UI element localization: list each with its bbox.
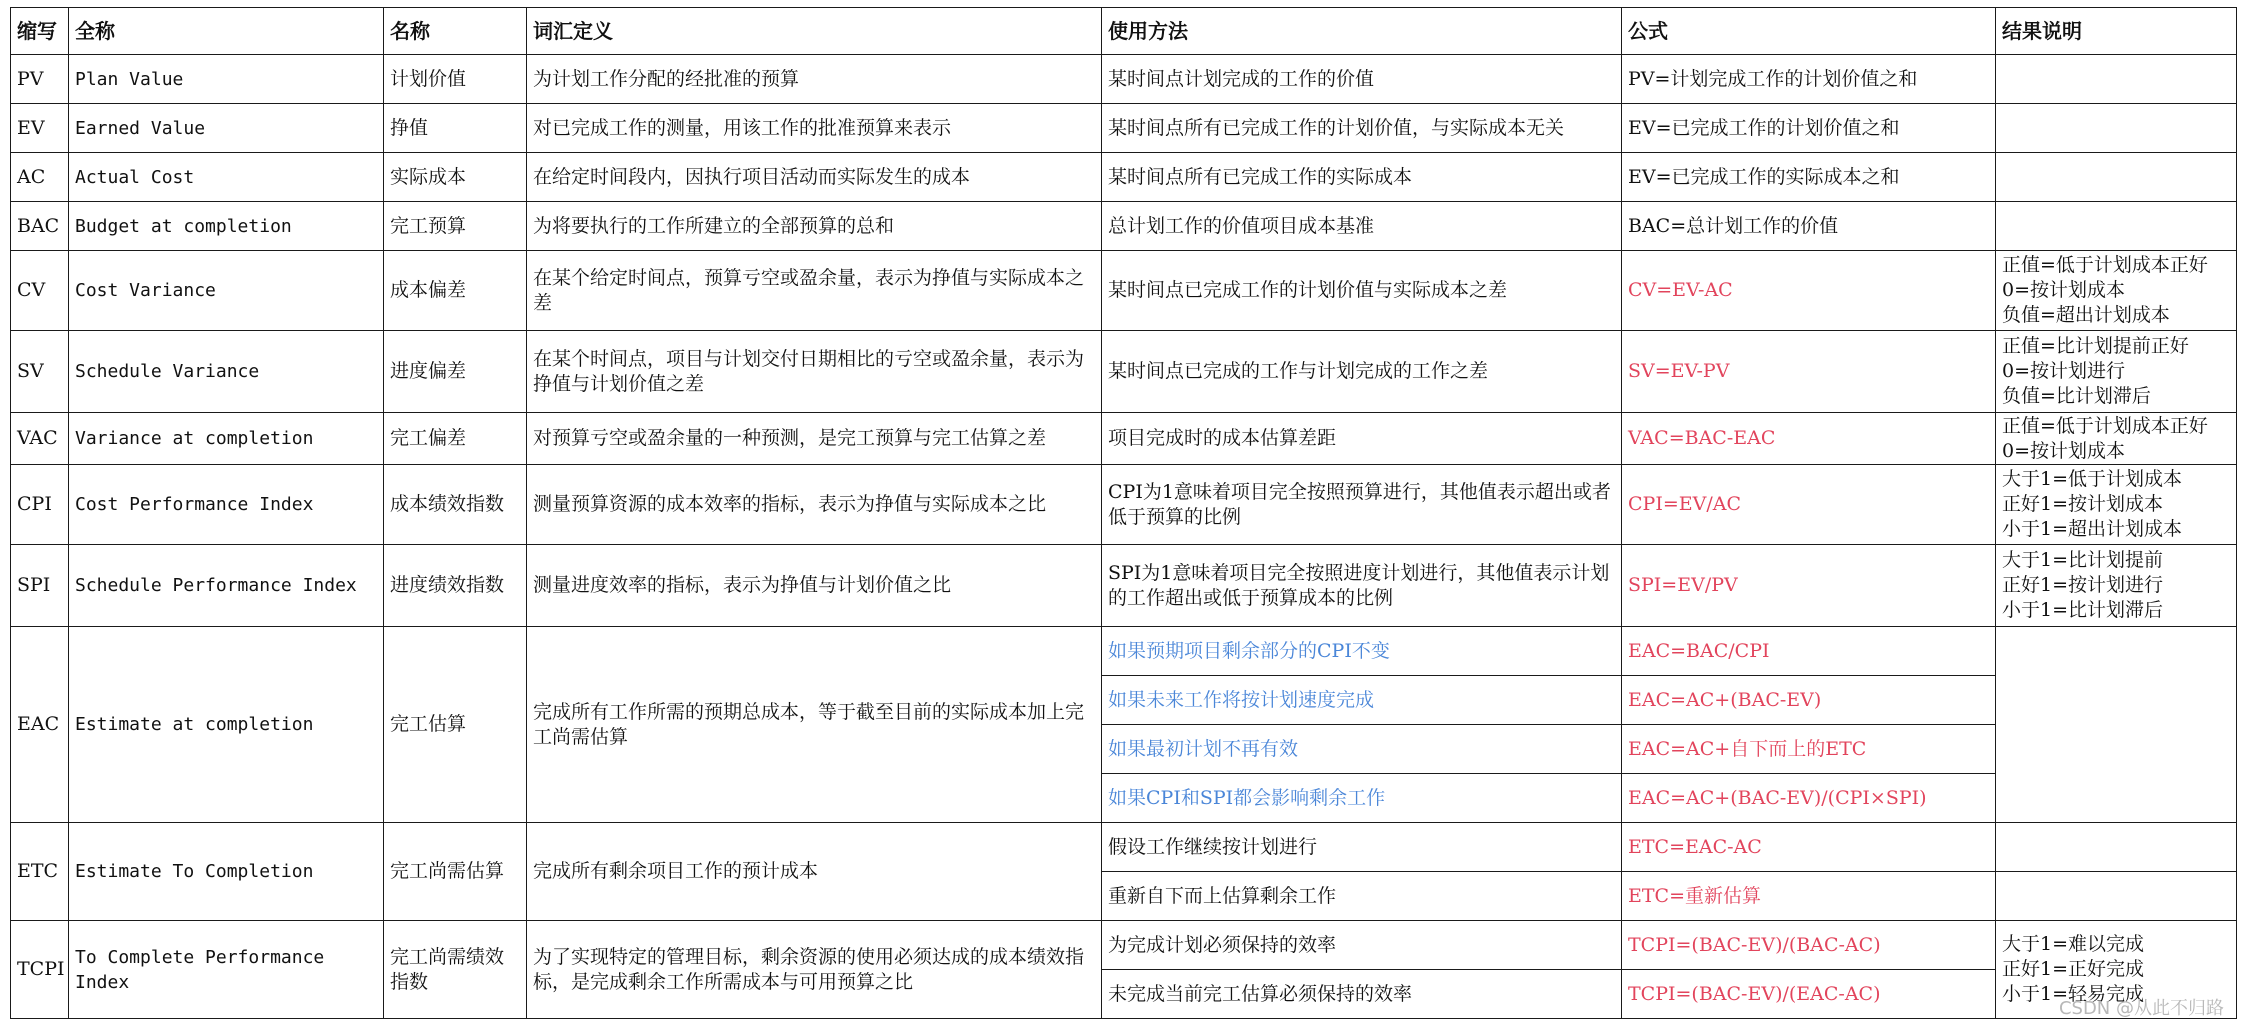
cell-formula: CPI=EV/AC: [1622, 465, 1996, 545]
table-row: [11, 627, 2237, 676]
table-row: [11, 104, 2237, 153]
cell-definition: 完成所有工作所需的预期总成本，等于截至目前的实际成本加上完工尚需估算: [527, 627, 1102, 823]
cell-formula: BAC=总计划工作的价值: [1622, 202, 1996, 251]
header-full-name: 全称: [69, 8, 384, 55]
cell-result: [1996, 153, 2237, 202]
cell-name: 进度绩效指数: [384, 545, 527, 627]
cell-result: [1996, 55, 2237, 104]
cell-full-name: Variance at completion: [69, 413, 384, 465]
result-line: 大于1=难以完成: [2002, 933, 2145, 955]
result-line: 正值=低于计划成本正好: [2002, 254, 2208, 276]
cell-name: 计划价值: [384, 55, 527, 104]
cell-name: 完工尚需绩效指数: [384, 921, 527, 1019]
cell-result: [1996, 331, 2237, 413]
cell-usage: 重新自下而上估算剩余工作: [1102, 872, 1622, 921]
cell-usage: 某时间点所有已完成工作的实际成本: [1102, 153, 1622, 202]
cell-full-name: Cost Performance Index: [69, 465, 384, 545]
result-line: 正好1=按计划进行: [2002, 574, 2164, 596]
cell-name: 挣值: [384, 104, 527, 153]
result-line: 正值=比计划提前正好: [2002, 335, 2189, 357]
cell-name: 实际成本: [384, 153, 527, 202]
cell-formula: SPI=EV/PV: [1622, 545, 1996, 627]
cell-full-name: Schedule Variance: [69, 331, 384, 413]
cell-full-name: Cost Variance: [69, 251, 384, 331]
cell-formula: ETC=EAC-AC: [1622, 823, 1996, 872]
cell-formula: TCPI=(BAC-EV)/(BAC-AC): [1622, 921, 1996, 970]
cell-usage: 为完成计划必须保持的效率: [1102, 921, 1622, 970]
cell-result: [1996, 921, 2237, 1019]
cell-abbr: EAC: [11, 627, 69, 823]
cell-result: [1996, 545, 2237, 627]
table-row: [11, 413, 2237, 465]
result-line: 负值=超出计划成本: [2002, 304, 2170, 326]
cell-full-name: Actual Cost: [69, 153, 384, 202]
cell-full-name: Schedule Performance Index: [69, 545, 384, 627]
result-line: 负值=比计划滞后: [2002, 385, 2151, 407]
cell-usage: 如果未来工作将按计划速度完成: [1102, 676, 1622, 725]
watermark: CSDN @从此不归路: [2058, 998, 2224, 1019]
cell-result: [1996, 465, 2237, 545]
cell-formula: EV=已完成工作的计划价值之和: [1622, 104, 1996, 153]
cell-formula: EAC=AC+(BAC-EV): [1622, 676, 1996, 725]
cell-definition: 为了实现特定的管理目标，剩余资源的使用必须达成的成本绩效指标，是完成剩余工作所需成本与可用预算之比: [527, 921, 1102, 1019]
cell-full-name: Earned Value: [69, 104, 384, 153]
cell-formula: PV=计划完成工作的计划价值之和: [1622, 55, 1996, 104]
cell-definition: 完成所有剩余项目工作的预计成本: [527, 823, 1102, 921]
cell-usage: 假设工作继续按计划进行: [1102, 823, 1622, 872]
result-line: 大于1=比计划提前: [2002, 549, 2164, 571]
cell-name: 进度偏差: [384, 331, 527, 413]
cell-name: 成本绩效指数: [384, 465, 527, 545]
cell-abbr: ETC: [11, 823, 69, 921]
evm-table: [10, 7, 2237, 1019]
cell-result: [1996, 872, 2237, 921]
cell-abbr: TCPI: [11, 921, 69, 1019]
header-usage: 使用方法: [1102, 8, 1622, 55]
cell-formula: EAC=BAC/CPI: [1622, 627, 1996, 676]
cell-abbr: VAC: [11, 413, 69, 465]
header-name: 名称: [384, 8, 527, 55]
cell-definition: 为计划工作分配的经批准的预算: [527, 55, 1102, 104]
table-row: [11, 545, 2237, 627]
cell-abbr: AC: [11, 153, 69, 202]
cell-full-name: Estimate at completion: [69, 627, 384, 823]
table-row: [11, 202, 2237, 251]
table-row: [11, 251, 2237, 331]
header-definition: 词汇定义: [527, 8, 1102, 55]
cell-definition: 测量预算资源的成本效率的指标，表示为挣值与实际成本之比: [527, 465, 1102, 545]
cell-result: [1996, 413, 2237, 465]
cell-formula: TCPI=(BAC-EV)/(EAC-AC): [1622, 970, 1996, 1019]
cell-full-name: Estimate To Completion: [69, 823, 384, 921]
cell-formula: SV=EV-PV: [1622, 331, 1996, 413]
cell-name: 完工尚需估算: [384, 823, 527, 921]
cell-definition: 在某个时间点，项目与计划交付日期相比的亏空或盈余量，表示为挣值与计划价值之差: [527, 331, 1102, 413]
result-line: 正好1=按计划成本: [2002, 493, 2164, 515]
cell-abbr: SPI: [11, 545, 69, 627]
result-line: 正好1=正好完成: [2002, 958, 2145, 980]
result-line: 小于1=比计划滞后: [2002, 599, 2164, 621]
cell-usage: 某时间点已完成的工作与计划完成的工作之差: [1102, 331, 1622, 413]
result-line: 0=按计划成本: [2002, 279, 2126, 301]
cell-usage: 如果CPI和SPI都会影响剩余工作: [1102, 774, 1622, 823]
cell-usage: 某时间点计划完成的工作的价值: [1102, 55, 1622, 104]
cell-formula: EAC=AC+(BAC-EV)/(CPI×SPI): [1622, 774, 1996, 823]
cell-usage: CPI为1意味着项目完全按照预算进行，其他值表示超出或者低于预算的比例: [1102, 465, 1622, 545]
result-line: 小于1=超出计划成本: [2002, 518, 2183, 540]
cell-abbr: EV: [11, 104, 69, 153]
cell-usage: SPI为1意味着项目完全按照进度计划进行，其他值表示计划的工作超出或低于预算成本的比例: [1102, 545, 1622, 627]
cell-usage: 如果最初计划不再有效: [1102, 725, 1622, 774]
cell-definition: 在某个给定时间点，预算亏空或盈余量，表示为挣值与实际成本之差: [527, 251, 1102, 331]
cell-result: [1996, 627, 2237, 823]
cell-result: [1996, 251, 2237, 331]
cell-usage: 某时间点已完成工作的计划价值与实际成本之差: [1102, 251, 1622, 331]
cell-usage: 如果预期项目剩余部分的CPI不变: [1102, 627, 1622, 676]
table-row: [11, 153, 2237, 202]
header-abbr: 缩写: [11, 8, 69, 55]
table-row: [11, 331, 2237, 413]
result-line: 大于1=低于计划成本: [2002, 468, 2183, 490]
cell-formula: VAC=BAC-EAC: [1622, 413, 1996, 465]
table-row: [11, 823, 2237, 872]
cell-definition: 对已完成工作的测量，用该工作的批准预算来表示: [527, 104, 1102, 153]
cell-name: 完工预算: [384, 202, 527, 251]
cell-definition: 测量进度效率的指标，表示为挣值与计划价值之比: [527, 545, 1102, 627]
cell-result: [1996, 104, 2237, 153]
cell-name: 完工偏差: [384, 413, 527, 465]
cell-abbr: PV: [11, 55, 69, 104]
cell-formula: EAC=AC+自下而上的ETC: [1622, 725, 1996, 774]
cell-usage: 总计划工作的价值项目成本基准: [1102, 202, 1622, 251]
cell-name: 完工估算: [384, 627, 527, 823]
result-line: 正值=低于计划成本正好: [2002, 414, 2208, 437]
cell-formula: CV=EV-AC: [1622, 251, 1996, 331]
cell-result: [1996, 202, 2237, 251]
cell-usage: 某时间点所有已完成工作的计划价值，与实际成本无关: [1102, 104, 1622, 153]
cell-abbr: BAC: [11, 202, 69, 251]
cell-full-name: Budget at completion: [69, 202, 384, 251]
cell-abbr: CPI: [11, 465, 69, 545]
cell-formula: ETC=重新估算: [1622, 872, 1996, 921]
table-row: [11, 921, 2237, 970]
cell-usage: 未完成当前完工估算必须保持的效率: [1102, 970, 1622, 1019]
header-result: 结果说明: [1996, 8, 2237, 55]
result-line: 小于1=轻易完成: [2002, 983, 2145, 1005]
table-row: [11, 465, 2237, 545]
cell-definition: 为将要执行的工作所建立的全部预算的总和: [527, 202, 1102, 251]
cell-full-name: Plan Value: [69, 55, 384, 104]
cell-full-name: To Complete Performance Index: [69, 921, 384, 1019]
table-row: [11, 55, 2237, 104]
cell-formula: EV=已完成工作的实际成本之和: [1622, 153, 1996, 202]
cell-result: [1996, 823, 2237, 872]
cell-definition: 对预算亏空或盈余量的一种预测，是完工预算与完工估算之差: [527, 413, 1102, 465]
cell-usage: 项目完成时的成本估算差距: [1102, 413, 1622, 465]
cell-abbr: CV: [11, 251, 69, 331]
header-formula: 公式: [1622, 8, 1996, 55]
cell-abbr: SV: [11, 331, 69, 413]
cell-definition: 在给定时间段内，因执行项目活动而实际发生的成本: [527, 153, 1102, 202]
result-line: 0=按计划成本: [2002, 439, 2126, 462]
header-row: [11, 8, 2237, 55]
cell-name: 成本偏差: [384, 251, 527, 331]
result-line: 0=按计划进行: [2002, 360, 2126, 382]
